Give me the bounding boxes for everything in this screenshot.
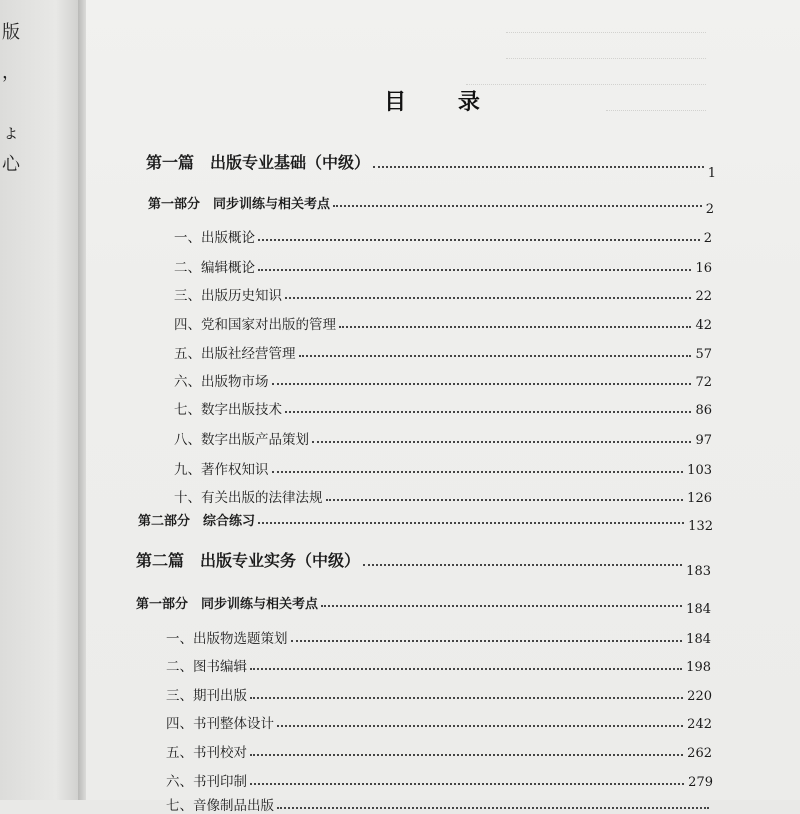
toc-entry-section[interactable] bbox=[148, 193, 714, 217]
toc-entry-label: 二、编辑概论 bbox=[174, 260, 255, 276]
dot-leader bbox=[272, 470, 684, 473]
left-page-fragment: 版 bbox=[2, 22, 20, 43]
toc-entry-label: 五、出版社经营管理 bbox=[174, 346, 296, 362]
toc-page-number: 132 bbox=[688, 519, 713, 534]
dot-leader bbox=[299, 354, 692, 357]
dot-leader bbox=[250, 667, 682, 670]
toc-entry-chapter[interactable] bbox=[166, 770, 713, 790]
toc-page-number: 126 bbox=[687, 491, 712, 506]
toc-entry-chapter[interactable] bbox=[174, 398, 712, 418]
toc-page-number: 22 bbox=[695, 289, 712, 304]
dot-leader bbox=[363, 563, 682, 566]
toc-page-number: 183 bbox=[686, 564, 711, 579]
toc-entry-label: 十、有关出版的法律法规 bbox=[174, 490, 323, 506]
toc-page-number: 97 bbox=[695, 433, 712, 448]
toc-entry-part[interactable] bbox=[146, 150, 716, 181]
bleed-through-line bbox=[506, 58, 706, 59]
toc-entry-chapter[interactable] bbox=[174, 458, 712, 478]
toc-entry-label: 三、期刊出版 bbox=[166, 688, 247, 704]
toc-entry-chapter[interactable] bbox=[166, 684, 712, 704]
left-page-fragment: ， bbox=[2, 62, 20, 83]
dot-leader bbox=[258, 238, 700, 241]
toc-page-number: 184 bbox=[686, 632, 711, 647]
dot-leader bbox=[291, 639, 683, 642]
toc-entry-label: 六、书刊印制 bbox=[166, 774, 247, 790]
dot-leader bbox=[326, 498, 684, 501]
toc-entry-label: 一、出版概论 bbox=[174, 230, 255, 246]
toc-entry-label: 四、党和国家对出版的管理 bbox=[174, 317, 336, 333]
left-page-fragment: 心 bbox=[2, 154, 20, 175]
dot-leader bbox=[285, 296, 691, 299]
dot-leader bbox=[339, 325, 691, 328]
bleed-through-line bbox=[506, 32, 706, 33]
toc-entry-section[interactable] bbox=[138, 510, 713, 534]
toc-entry-chapter[interactable] bbox=[174, 486, 712, 506]
toc-entry-label: 六、出版物市场 bbox=[174, 374, 269, 390]
left-page-edge bbox=[0, 0, 80, 800]
dot-leader bbox=[250, 753, 683, 756]
toc-title: 目 录 bbox=[384, 89, 502, 115]
toc-entry-label: 七、数字出版技术 bbox=[174, 402, 282, 418]
toc-entry-chapter[interactable] bbox=[174, 226, 712, 246]
toc-entry-chapter[interactable] bbox=[166, 794, 713, 814]
toc-page-number: 220 bbox=[687, 689, 712, 704]
toc-page-number: 86 bbox=[695, 403, 712, 418]
toc-entry-chapter[interactable] bbox=[174, 428, 712, 448]
dot-leader bbox=[277, 806, 709, 809]
toc-entry-chapter[interactable] bbox=[166, 712, 712, 732]
toc-page bbox=[86, 0, 800, 814]
toc-entry-section[interactable] bbox=[136, 593, 711, 617]
toc-entry-label: 第一部分 同步训练与相关考点 bbox=[148, 197, 331, 212]
toc-entry-chapter[interactable] bbox=[174, 284, 712, 304]
toc-page-number: 42 bbox=[695, 318, 712, 333]
toc-entry-label: 八、数字出版产品策划 bbox=[174, 432, 309, 448]
toc-entry-label: 第一篇 出版专业基础（中级） bbox=[146, 153, 371, 172]
dot-leader bbox=[277, 724, 683, 727]
toc-entry-label: 三、出版历史知识 bbox=[174, 288, 282, 304]
toc-entry-label: 七、音像制品出版 bbox=[166, 798, 274, 814]
dot-leader bbox=[258, 268, 691, 271]
toc-entry-chapter[interactable] bbox=[166, 741, 712, 761]
toc-page-number: 184 bbox=[686, 602, 711, 617]
dot-leader bbox=[250, 782, 684, 785]
toc-page-number: 16 bbox=[695, 261, 712, 276]
toc-entry-chapter[interactable] bbox=[166, 627, 711, 647]
toc-entry-chapter[interactable] bbox=[166, 655, 711, 675]
dot-leader bbox=[272, 382, 692, 385]
toc-entry-chapter[interactable] bbox=[174, 313, 712, 333]
toc-page-number: 262 bbox=[687, 746, 712, 761]
toc-page-number: 103 bbox=[687, 463, 712, 478]
toc-entry-label: 五、书刊校对 bbox=[166, 745, 247, 761]
toc-entry-chapter[interactable] bbox=[174, 370, 712, 390]
dot-leader bbox=[312, 440, 691, 443]
toc-entry-label: 第二部分 综合练习 bbox=[138, 514, 256, 529]
dot-leader bbox=[250, 696, 683, 699]
toc-entry-label: 第一部分 同步训练与相关考点 bbox=[136, 597, 319, 612]
toc-entry-label: 一、出版物选题策划 bbox=[166, 631, 288, 647]
toc-entry-part[interactable] bbox=[136, 548, 711, 579]
dot-leader bbox=[321, 604, 682, 607]
toc-page-number: 1 bbox=[707, 166, 716, 181]
toc-page-number: 2 bbox=[703, 231, 712, 246]
toc-entry-chapter[interactable] bbox=[174, 256, 712, 276]
toc-entry-label: 四、书刊整体设计 bbox=[166, 716, 274, 732]
dot-leader bbox=[333, 204, 702, 207]
dot-leader bbox=[285, 410, 691, 413]
dot-leader bbox=[373, 165, 704, 168]
toc-entry-label: 九、著作权知识 bbox=[174, 462, 269, 478]
toc-page-number: 279 bbox=[688, 775, 713, 790]
left-page-fragment: ょ bbox=[2, 122, 20, 143]
dot-leader bbox=[258, 521, 684, 524]
toc-entry-label: 二、图书编辑 bbox=[166, 659, 247, 675]
toc-entry-chapter[interactable] bbox=[174, 342, 712, 362]
toc-page-number: 2 bbox=[705, 202, 714, 217]
toc-page-number: 242 bbox=[687, 717, 712, 732]
toc-page-number: 198 bbox=[686, 660, 711, 675]
toc-page-number: 72 bbox=[695, 375, 712, 390]
toc-page-number: 57 bbox=[695, 347, 712, 362]
toc-entry-label: 第二篇 出版专业实务（中级） bbox=[136, 551, 361, 570]
